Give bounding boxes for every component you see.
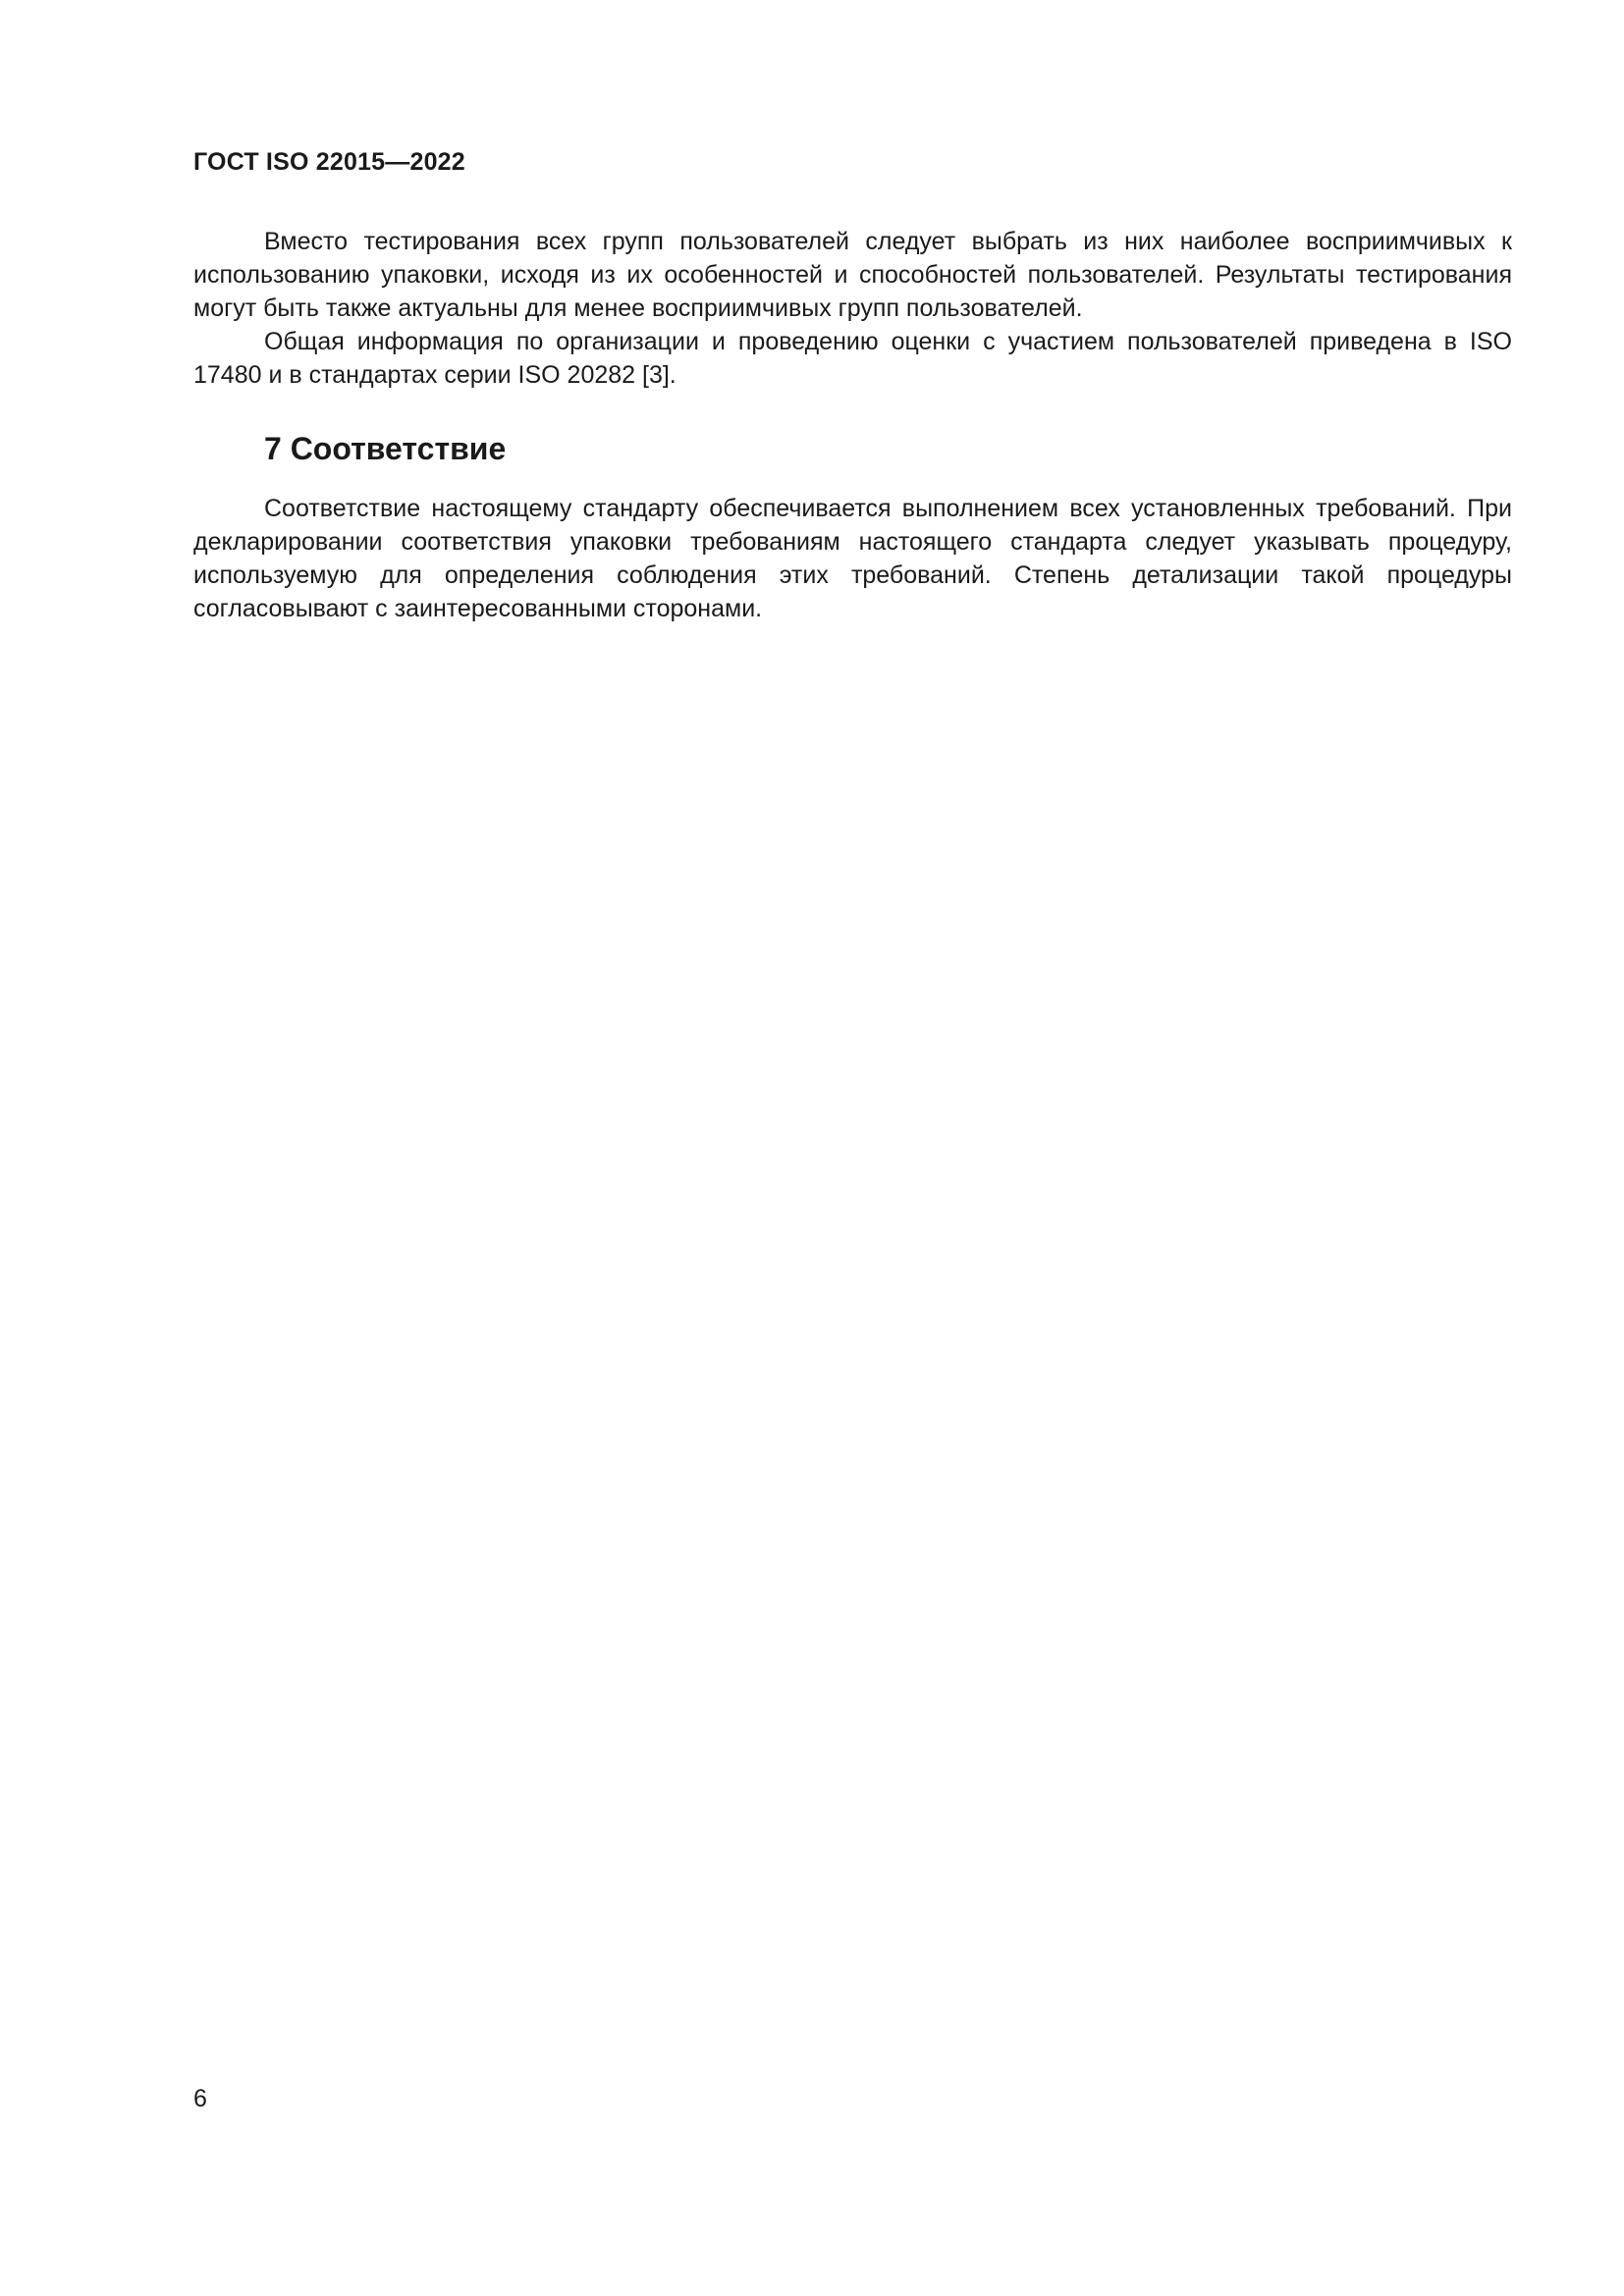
section-text-block [193,492,1512,625]
paragraph: Общая информация по организации и проведению оценки с участием пользователей приведена в ISO 17480 и в стандартах серии ISO 20282 [3]. [193,328,1512,389]
paragraph: Соответствие настоящему стандарту обеспечивается выполнением всех установленных требований. При декларировании соответствия упаковки требованиям настоящего стандарта следует указывать процедуру, используемую для определения соблюдения этих требований. Степень детализации такой процедуры согласовывают с заинтересованными сторонами. [193,495,1512,622]
paragraph: Вместо тестирования всех групп пользователей следует выбрать из них наиболее восприимчивых к использованию упаковки, исходя из их особенностей и способностей пользователей. Результаты тестирования могут быть также актуальны для менее восприимчивых групп пользователей. [193,228,1512,322]
page-number: 6 [193,2085,207,2112]
section-heading: 7 Соответствие [264,431,507,466]
document-header: ГОСТ ISO 22015—2022 [193,148,465,176]
intro-text-block [193,225,1512,392]
